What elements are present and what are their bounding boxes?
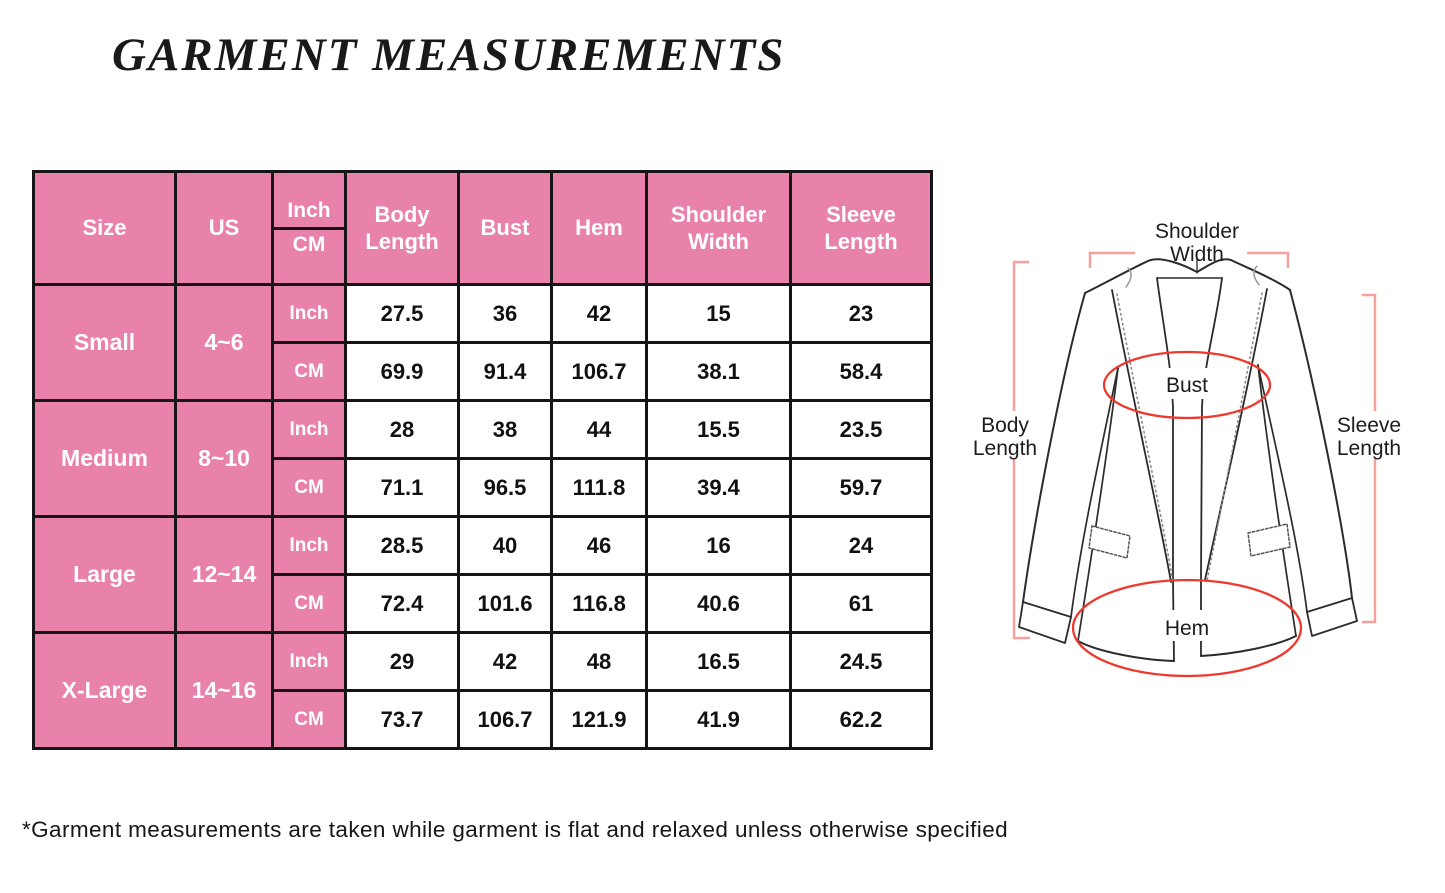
measurement-value: 15 [647, 285, 791, 343]
measurement-value: 40 [459, 517, 552, 575]
sleeve-length-label-line2: Length [1336, 437, 1402, 460]
measurement-value: 69.9 [346, 343, 459, 401]
size-label: Medium [34, 401, 176, 517]
cuff-right [1307, 598, 1357, 636]
measurement-value: 40.6 [647, 575, 791, 633]
measurement-value: 46 [552, 517, 647, 575]
col-header-us: US [176, 172, 273, 285]
measurement-value: 106.7 [459, 691, 552, 749]
us-size-label: 12~14 [176, 517, 273, 633]
shoulder-width-label-line1: Shoulder [1154, 220, 1240, 243]
measurement-value: 96.5 [459, 459, 552, 517]
measurement-value: 24 [791, 517, 932, 575]
front-opening-left [1157, 278, 1174, 661]
hem-edge-left [1078, 641, 1174, 661]
col-header-size: Size [34, 172, 176, 285]
measurement-value: 106.7 [552, 343, 647, 401]
measurement-value: 44 [552, 401, 647, 459]
measurement-value: 62.2 [791, 691, 932, 749]
col-header-hem: Hem [552, 172, 647, 285]
measurement-value: 38 [459, 401, 552, 459]
size-label: Small [34, 285, 176, 401]
measurement-value: 23.5 [791, 401, 932, 459]
measurement-value: 16.5 [647, 633, 791, 691]
table-header-row [34, 172, 932, 285]
measurement-value: 71.1 [346, 459, 459, 517]
measurement-value: 42 [552, 285, 647, 343]
measurement-value: 59.7 [791, 459, 932, 517]
sleeve-length-label-line1: Sleeve [1336, 414, 1402, 437]
measurement-value: 73.7 [346, 691, 459, 749]
body-side-left [1078, 368, 1118, 641]
body-side-right [1258, 365, 1296, 636]
measurement-value: 16 [647, 517, 791, 575]
unit-label-cm: CM [273, 575, 346, 633]
measurement-value: 58.4 [791, 343, 932, 401]
measurement-value: 39.4 [647, 459, 791, 517]
size-label: Large [34, 517, 176, 633]
measurement-value: 36 [459, 285, 552, 343]
measurement-value: 15.5 [647, 401, 791, 459]
col-header-shoulder-width: Shoulder Width [647, 172, 791, 285]
measurement-value: 41.9 [647, 691, 791, 749]
measurement-value: 24.5 [791, 633, 932, 691]
col-header-bust: Bust [459, 172, 552, 285]
measurement-value: 101.6 [459, 575, 552, 633]
us-size-label: 8~10 [176, 401, 273, 517]
unit-label-cm: CM [273, 459, 346, 517]
garment-measurements-table [32, 170, 933, 750]
us-size-label: 4~6 [176, 285, 273, 401]
table-row-medium-inch [34, 401, 932, 459]
sleeve-inner-left [1071, 368, 1118, 617]
measurement-value: 42 [459, 633, 552, 691]
measurement-value: 121.9 [552, 691, 647, 749]
table-row-xlarge-inch [34, 633, 932, 691]
measurement-value: 116.8 [552, 575, 647, 633]
page-title: GARMENT MEASUREMENTS [112, 29, 786, 81]
unit-label-inch: Inch [273, 633, 346, 691]
shoulder-width-label-line2: Width [1170, 243, 1224, 266]
bust-label: Bust [1165, 374, 1209, 397]
unit-label-inch: Inch [273, 401, 346, 459]
measurement-value: 29 [346, 633, 459, 691]
measurement-value: 48 [552, 633, 647, 691]
shoulder-width-bracket-left [1090, 253, 1135, 268]
measurement-value: 27.5 [346, 285, 459, 343]
measurement-value: 72.4 [346, 575, 459, 633]
jacket-sketch [1019, 258, 1357, 661]
measurement-value: 23 [791, 285, 932, 343]
col-header-unit-inch: Inch [287, 199, 331, 223]
unit-label-cm: CM [273, 691, 346, 749]
us-size-label: 14~16 [176, 633, 273, 749]
measurement-value: 91.4 [459, 343, 552, 401]
measurement-value: 111.8 [552, 459, 647, 517]
unit-label-cm: CM [273, 343, 346, 401]
front-opening-right [1201, 278, 1222, 656]
sleeve-inner-right [1258, 365, 1307, 612]
body-length-label-line1: Body [981, 414, 1029, 437]
unit-label-inch: Inch [273, 517, 346, 575]
body-length-label-line2: Length [972, 437, 1038, 460]
measurement-value: 38.1 [647, 343, 791, 401]
shoulder-width-bracket-right [1247, 253, 1288, 268]
col-header-unit [273, 172, 346, 285]
pocket-flap-left [1089, 526, 1130, 558]
jacket-measurement-diagram [945, 195, 1445, 795]
unit-label-inch: Inch [273, 285, 346, 343]
measurement-footnote: *Garment measurements are taken while garment is flat and relaxed unless otherwise specified [22, 817, 1009, 842]
table-row-large-inch [34, 517, 932, 575]
measurement-value: 28 [346, 401, 459, 459]
col-header-sleeve-length: Sleeve Length [791, 172, 932, 285]
measurement-value: 28.5 [346, 517, 459, 575]
hem-label: Hem [1164, 617, 1210, 640]
measurement-value: 61 [791, 575, 932, 633]
table-row-small-inch [34, 285, 932, 343]
col-header-body-length: Body Length [346, 172, 459, 285]
size-label: X-Large [34, 633, 176, 749]
col-header-unit-cm: CM [292, 232, 326, 256]
collar-seam-right [1254, 266, 1259, 285]
